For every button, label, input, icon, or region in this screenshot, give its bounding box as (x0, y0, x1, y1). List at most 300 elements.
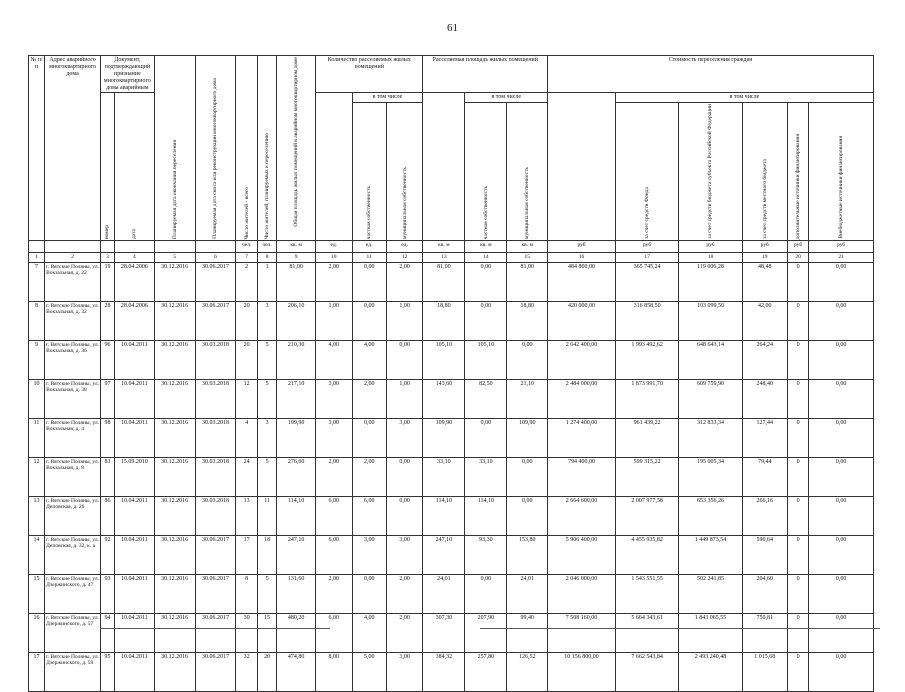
table-cell: 30 (236, 614, 257, 653)
address-cell: г. Вятские Поляны, ул. Вокзальная, д. 8 (45, 458, 101, 497)
unit-cell: руб (809, 241, 874, 253)
column-number-cell: 20 (787, 253, 808, 263)
table-cell: 0 (787, 614, 808, 653)
table-cell: 105,10 (423, 341, 465, 380)
table-cell: 1 843 065,55 (679, 614, 742, 653)
table-cell: 24 (236, 458, 257, 497)
table-cell: 109,90 (423, 419, 465, 458)
table-cell: 217,10 (277, 380, 316, 419)
table-cell: 4 (236, 419, 257, 458)
table-cell: 1 543 551,55 (615, 575, 678, 614)
table-cell: 28.04.2006 (114, 302, 154, 341)
table-cell: 81,00 (277, 263, 316, 302)
table-cell: 750,81 (742, 614, 787, 653)
table-cell: 114,10 (423, 497, 465, 536)
table-cell: 16 (29, 614, 45, 653)
address-cell: г. Вятские Поляны, ул. Деповская, д. 32, к. а (45, 536, 101, 575)
table-cell: 207,90 (465, 614, 507, 653)
table-cell: 97 (101, 380, 115, 419)
table-cell: 11 (257, 497, 276, 536)
table-cell: 92 (101, 536, 115, 575)
table-cell: 4,00 (352, 614, 386, 653)
table-cell: 99,40 (507, 614, 548, 653)
table-cell: 98 (101, 419, 115, 458)
table-cell: 8 (236, 575, 257, 614)
table-cell: 195 005,34 (679, 458, 742, 497)
header-area-private: частная собственность (465, 103, 507, 241)
column-numbers-row (29, 253, 874, 263)
table-cell: 609 759,90 (679, 380, 742, 419)
address-cell: г. Вятские Поляны, ул. Дзержинского, д. 47 (45, 575, 101, 614)
table-cell: 0,00 (386, 341, 423, 380)
header-residents-to-relocate: Число жителей, планируемых к переселению (257, 56, 276, 241)
address-cell: г. Вятские Поляны, ул. Вокзальная, д. 32 (45, 302, 101, 341)
unit-cell: ед. (386, 241, 423, 253)
table-cell: 3,00 (386, 419, 423, 458)
table-cell: 126,52 (507, 653, 548, 692)
header-doc-number: номер (101, 93, 115, 241)
table-row (29, 380, 874, 419)
table-cell: 6,00 (315, 614, 352, 653)
table-cell: 0,00 (809, 419, 874, 458)
table-cell: 3 (257, 419, 276, 458)
header-cost-region: за счет средств бюджета субъекта Российской Федерации (679, 103, 742, 241)
table-cell: 0 (787, 458, 808, 497)
header-cost-excess: Внебюджетные источники финансирования (809, 103, 874, 241)
table-cell: 20 (236, 341, 257, 380)
table-cell: 5 (257, 341, 276, 380)
table-cell: 109,90 (507, 419, 548, 458)
header-area-group: Расселяемая площадь жилых помещений (423, 56, 548, 93)
page-number: 61 (447, 22, 458, 34)
header-rooms-incl: в том числе (352, 93, 423, 103)
table-cell: 11 (29, 419, 45, 458)
table-cell: 42,00 (742, 302, 787, 341)
unit-cell: чел. (257, 241, 276, 253)
table-cell: 10.04.2011 (114, 614, 154, 653)
column-number-cell: 21 (809, 253, 874, 263)
table-cell: 0,00 (465, 302, 507, 341)
table-cell: 0,00 (809, 497, 874, 536)
unit-cell (154, 241, 195, 253)
table-cell: 30.12.2016 (154, 302, 195, 341)
table-cell: 28.04.2006 (114, 263, 154, 302)
table-row (29, 653, 874, 692)
table-cell: 3,00 (386, 653, 423, 692)
column-number-cell: 17 (615, 253, 678, 263)
header-cost-extra: дополнительные источники финансирования (787, 103, 808, 241)
unit-cell (195, 241, 236, 253)
table-cell: 18 (257, 536, 276, 575)
table-cell: 114,10 (277, 497, 316, 536)
table-cell: 480,20 (277, 614, 316, 653)
table-cell: 30.06.2017 (195, 575, 236, 614)
table-cell: 15 (257, 614, 276, 653)
table-cell: 2 046 000,00 (548, 575, 616, 614)
table-cell: 153,80 (507, 536, 548, 575)
table-cell: 384,32 (423, 653, 465, 692)
header-no: № п/п (29, 56, 45, 241)
table-cell: 6,00 (315, 536, 352, 575)
table-cell: 0,00 (809, 380, 874, 419)
table-cell: 48,48 (742, 263, 787, 302)
table-cell: 648 643,14 (679, 341, 742, 380)
unit-cell: кв. м (507, 241, 548, 253)
table-cell: 2 (236, 263, 257, 302)
header-area-municipal: муниципальная собственность (507, 103, 548, 241)
table-cell: 30.12.2016 (154, 497, 195, 536)
address-cell: г. Вятские Поляны, ул. Дзержинского, д. 57 (45, 614, 101, 653)
unit-cell (45, 241, 101, 253)
table-cell: 5 (257, 575, 276, 614)
header-residents: Число жителей - всего (236, 56, 257, 241)
address-cell: г. Вятские Поляны, ул. Вокзальная, д. 4 (45, 419, 101, 458)
header-rooms-municipal: муниципальная собственность (386, 103, 423, 241)
table-cell: 30.12.2016 (154, 536, 195, 575)
table-cell: 0,00 (809, 575, 874, 614)
table-cell: 81,00 (423, 263, 465, 302)
table-cell: 7 662 543,84 (615, 653, 678, 692)
table-cell: 0,00 (386, 497, 423, 536)
table-cell: 247,10 (423, 536, 465, 575)
table-cell: 30.03.2018 (195, 419, 236, 458)
table-cell: 3,00 (315, 419, 352, 458)
table-cell: 21,10 (507, 380, 548, 419)
header-document: Документ, подтверждающий признание многоквартирного дома аварийным (101, 56, 155, 93)
table-cell: 12 (29, 458, 45, 497)
header-total-area: Общая площадь жилых помещений в аварийном многоквартирном доме (277, 56, 316, 241)
column-number-cell: 12 (386, 253, 423, 263)
table-cell: 30.12.2016 (154, 419, 195, 458)
table-cell: 0 (787, 536, 808, 575)
table-cell: 0,00 (809, 614, 874, 653)
table-cell: 17 (236, 536, 257, 575)
table-cell: 2 007 977,58 (615, 497, 678, 536)
table-cell: 5 906 400,00 (548, 536, 616, 575)
table-cell: 30.06.2017 (195, 263, 236, 302)
footer-rule-left (100, 628, 330, 629)
table-cell: 206,10 (277, 302, 316, 341)
table-cell: 2 664 600,00 (548, 497, 616, 536)
unit-cell: ед. (315, 241, 352, 253)
table-cell: 1,00 (315, 302, 352, 341)
table-cell: 502 241,85 (679, 575, 742, 614)
table-cell: 653 356,26 (679, 497, 742, 536)
address-cell: г. Вятские Поляны, ул. Вокзальная, д. 22 (45, 263, 101, 302)
unit-cell: руб (615, 241, 678, 253)
table-cell: 10.04.2011 (114, 380, 154, 419)
table-cell: 2 484 000,00 (548, 380, 616, 419)
table-cell: 794 400,00 (548, 458, 616, 497)
table-cell: 2,00 (386, 263, 423, 302)
table-cell: 4,00 (315, 341, 352, 380)
table-cell: 30.03.2018 (195, 458, 236, 497)
table-cell: 474,80 (277, 653, 316, 692)
column-number-cell: 14 (465, 253, 507, 263)
unit-cell: кв. м (277, 241, 316, 253)
table-cell: 210,30 (277, 341, 316, 380)
table-cell: 1,00 (386, 302, 423, 341)
table-cell: 1 449 873,54 (679, 536, 742, 575)
table-cell: 86 (101, 497, 115, 536)
table-cell: 266,16 (742, 497, 787, 536)
table-cell: 28 (101, 302, 115, 341)
table-cell: 0,00 (352, 302, 386, 341)
table-row (29, 302, 874, 341)
table-cell: 2,00 (352, 380, 386, 419)
table-cell: 30.06.2017 (195, 614, 236, 653)
table-cell: 10.04.2011 (114, 419, 154, 458)
address-cell: г. Вятские Поляны, ул. Деповская, д. 26 (45, 497, 101, 536)
table-cell: 20 (257, 653, 276, 692)
table-cell: 32 (236, 653, 257, 692)
table-cell: 0,00 (809, 536, 874, 575)
header-cost-total-blank (548, 93, 616, 241)
table-cell: 103 099,50 (679, 302, 742, 341)
table-cell: 95 (101, 653, 115, 692)
footer-rule-right (480, 628, 880, 629)
table-cell: 276,60 (277, 458, 316, 497)
table-cell: 5 (257, 458, 276, 497)
table-cell: 24,01 (507, 575, 548, 614)
table-cell: 2 493 240,48 (679, 653, 742, 692)
table-row (29, 263, 874, 302)
table-cell: 109,90 (277, 419, 316, 458)
table-cell: 10 (29, 380, 45, 419)
table-cell: 18,80 (423, 302, 465, 341)
unit-cell (114, 241, 154, 253)
table-cell: 4,00 (352, 341, 386, 380)
table-cell: 0,00 (809, 263, 874, 302)
table-cell: 5,00 (352, 653, 386, 692)
table-cell: 5 (257, 380, 276, 419)
table-cell: 30.03.2018 (195, 341, 236, 380)
table-cell: 1 873 991,70 (615, 380, 678, 419)
table-cell: 0,00 (809, 653, 874, 692)
header-address: Адрес аварийного многоквартирного дома (45, 56, 101, 241)
table-cell: 30.03.2018 (195, 497, 236, 536)
table-row (29, 614, 874, 653)
relocation-register-table (28, 55, 874, 692)
table-cell: 83 (101, 458, 115, 497)
header-cost-incl: в том числе (615, 93, 873, 103)
header-rooms-total-blank (315, 93, 352, 241)
table-cell: 17 (29, 653, 45, 692)
table-cell: 0,00 (465, 575, 507, 614)
table-cell: 12 (236, 380, 257, 419)
table-cell: 0,00 (465, 263, 507, 302)
table-cell: 0,00 (809, 458, 874, 497)
column-number-cell: 19 (742, 253, 787, 263)
table-cell: 10 156 800,00 (548, 653, 616, 692)
unit-cell: руб (679, 241, 742, 253)
table-cell: 0,00 (352, 263, 386, 302)
unit-cell: кв. м (423, 241, 465, 253)
table-cell: 10.04.2011 (114, 653, 154, 692)
table-cell: 114,10 (465, 497, 507, 536)
table-cell: 312 833,34 (679, 419, 742, 458)
table-cell: 10.04.2011 (114, 575, 154, 614)
table-cell: 3,00 (352, 536, 386, 575)
table-cell: 30.06.2017 (195, 302, 236, 341)
table-cell: 30.12.2016 (154, 341, 195, 380)
table-cell: 2,00 (315, 575, 352, 614)
table-cell: 1 015,68 (742, 653, 787, 692)
table-cell: 0 (787, 263, 808, 302)
table-cell: 204,60 (742, 575, 787, 614)
address-cell: г. Вятские Поляны, ул. Вокзальная, д. 36 (45, 341, 101, 380)
table-row (29, 497, 874, 536)
unit-cell: руб (548, 241, 616, 253)
header-doc-date: дата (114, 93, 154, 241)
table-cell: 131,60 (277, 575, 316, 614)
table-cell: 1 993 492,62 (615, 341, 678, 380)
column-number-cell: 2 (45, 253, 101, 263)
units-row (29, 241, 874, 253)
table-cell: 14 (29, 536, 45, 575)
table-cell: 2,00 (315, 458, 352, 497)
table-cell: 420 000,00 (548, 302, 616, 341)
table-cell: 93 (101, 575, 115, 614)
table-cell: 10.04.2011 (114, 341, 154, 380)
table-cell: 590,64 (742, 536, 787, 575)
table-cell: 143,60 (423, 380, 465, 419)
address-cell: г. Вятские Поляны, ул. Дзержинского, д. 59 (45, 653, 101, 692)
unit-cell: руб (787, 241, 808, 253)
column-number-cell: 4 (114, 253, 154, 263)
table-cell: 2 642 400,00 (548, 341, 616, 380)
table-row (29, 575, 874, 614)
table-cell: 2,00 (315, 263, 352, 302)
table-cell: 13 (29, 497, 45, 536)
header-planned-relocation: Планируемая дата окончания переселения (154, 56, 195, 241)
table-cell: 96 (101, 341, 115, 380)
column-number-cell: 9 (277, 253, 316, 263)
header-cost-group: Стоимость переселения граждан (548, 56, 874, 93)
table-cell: 2,00 (386, 614, 423, 653)
address-cell: г. Вятские Поляны, ул. Вокзальная, д. 38 (45, 380, 101, 419)
table-cell: 484 800,00 (548, 263, 616, 302)
table-cell: 0,00 (809, 302, 874, 341)
table-cell: 0,00 (465, 419, 507, 458)
column-number-cell: 1 (29, 253, 45, 263)
column-number-cell: 18 (679, 253, 742, 263)
table-cell: 13 (236, 497, 257, 536)
table-cell: 10.04.2011 (114, 497, 154, 536)
table-cell: 5 664 343,61 (615, 614, 678, 653)
column-number-cell: 16 (548, 253, 616, 263)
table-cell: 8 (29, 302, 45, 341)
table-cell: 9 (29, 341, 45, 380)
table-cell: 0 (787, 380, 808, 419)
table-cell: 33,10 (465, 458, 507, 497)
table-cell: 30.12.2016 (154, 380, 195, 419)
table-cell: 15.09.2010 (114, 458, 154, 497)
table-cell: 33,10 (423, 458, 465, 497)
column-number-cell: 6 (195, 253, 236, 263)
table-cell: 10.04.2011 (114, 536, 154, 575)
table-cell: 105,10 (465, 341, 507, 380)
table-cell: 0 (787, 497, 808, 536)
table-cell: 307,30 (423, 614, 465, 653)
header-planned-demolition: Планируемая дата сноса или реконструкции многоквартирного дома (195, 56, 236, 241)
table-cell: 30.12.2016 (154, 653, 195, 692)
table-cell: 8,00 (315, 653, 352, 692)
table-cell: 6,00 (352, 497, 386, 536)
table-cell: 82,50 (465, 380, 507, 419)
table-cell: 599 315,22 (615, 458, 678, 497)
table-cell: 1 (257, 263, 276, 302)
table-cell: 30.12.2016 (154, 575, 195, 614)
table-cell: 81,00 (507, 263, 548, 302)
column-number-cell: 15 (507, 253, 548, 263)
table-cell: 0,00 (507, 341, 548, 380)
header-rooms-private: частная собственность (352, 103, 386, 241)
table-cell: 0,00 (352, 419, 386, 458)
table-cell: 0 (787, 419, 808, 458)
header-cost-local: за счет средств местного бюджета (742, 103, 787, 241)
table-cell: 19 (101, 263, 115, 302)
table-cell: 316 858,50 (615, 302, 678, 341)
table-cell: 94 (101, 614, 115, 653)
table-cell: 30.06.2017 (195, 653, 236, 692)
table-cell: 2,00 (386, 575, 423, 614)
table-cell: 247,10 (277, 536, 316, 575)
table-cell: 93,30 (465, 536, 507, 575)
unit-cell: кв. м (465, 241, 507, 253)
table-cell: 15 (29, 575, 45, 614)
table-cell: 30.06.2017 (195, 536, 236, 575)
table-row (29, 341, 874, 380)
table-cell: 264,24 (742, 341, 787, 380)
table-cell: 20 (236, 302, 257, 341)
header-rooms-group: Количество расселяемых жилых помещений (315, 56, 423, 93)
table-cell: 7 (29, 263, 45, 302)
header-area-incl: в том числе (465, 93, 548, 103)
table-cell: 30.12.2016 (154, 263, 195, 302)
table-cell: 0,00 (352, 575, 386, 614)
header-area-total-blank (423, 93, 465, 241)
table-cell: 3,00 (386, 536, 423, 575)
unit-cell (101, 241, 115, 253)
table-cell: 6,00 (315, 497, 352, 536)
column-number-cell: 10 (315, 253, 352, 263)
unit-cell: руб (742, 241, 787, 253)
table-cell: 4 455 935,82 (615, 536, 678, 575)
table-cell: 0 (787, 302, 808, 341)
column-number-cell: 3 (101, 253, 115, 263)
header-cost-fund: за счет средств Фонда (615, 103, 678, 241)
table-cell: 119 006,28 (679, 263, 742, 302)
table-cell: 2,00 (352, 458, 386, 497)
table-cell: 248,40 (742, 380, 787, 419)
table-cell: 365 745,24 (615, 263, 678, 302)
table-cell: 0 (787, 341, 808, 380)
table-cell: 24,01 (423, 575, 465, 614)
unit-cell: чел. (236, 241, 257, 253)
table-cell: 3 (257, 302, 276, 341)
table-cell: 257,80 (465, 653, 507, 692)
column-number-cell: 11 (352, 253, 386, 263)
table-cell: 30.03.2018 (195, 380, 236, 419)
unit-cell (29, 241, 45, 253)
table-row (29, 458, 874, 497)
unit-cell: ед. (352, 241, 386, 253)
table-cell: 1,00 (386, 380, 423, 419)
table-cell: 79,44 (742, 458, 787, 497)
table-cell: 18,80 (507, 302, 548, 341)
table-cell: 961 439,22 (615, 419, 678, 458)
